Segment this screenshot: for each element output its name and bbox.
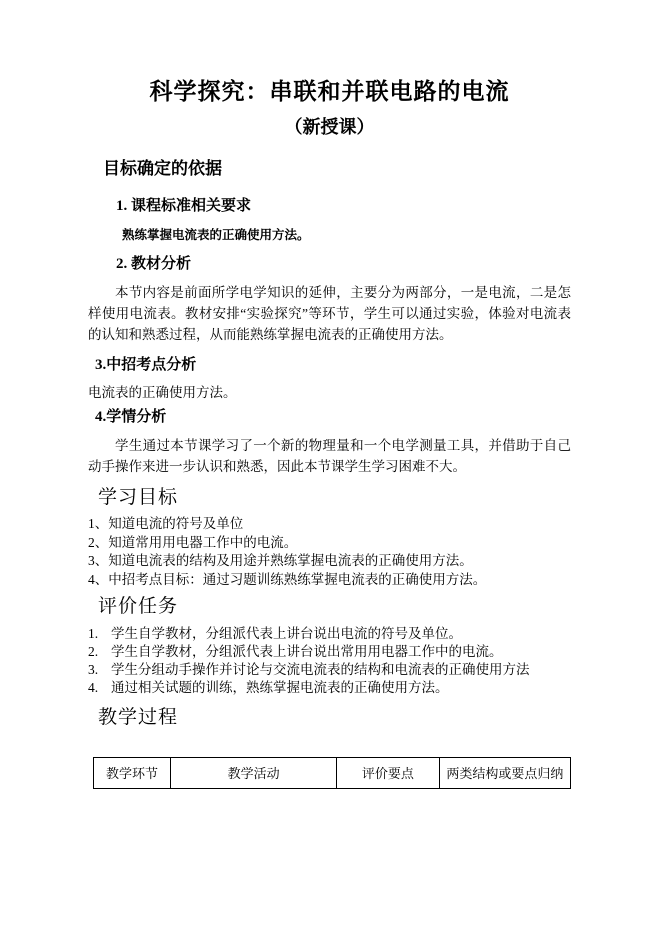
curriculum-standard-text: 熟练掌握电流表的正确使用方法。 xyxy=(122,227,310,242)
heading-basis: 目标确定的依据 xyxy=(103,159,222,179)
document-title: 科学探究：串联和并联电路的电流 xyxy=(149,79,510,104)
item-number: 4. xyxy=(88,680,99,696)
table-header-cell-evaluation: 评价要点 xyxy=(337,757,440,788)
heading-learning-goals: 学习目标 xyxy=(98,487,179,509)
document-body xyxy=(0,78,661,789)
item-text: 通过相关试题的训练，熟练掌握电流表的正确使用方法。 xyxy=(111,680,449,696)
item-number: 1. xyxy=(88,626,99,642)
evaluation-task-item xyxy=(88,625,571,643)
table-header-cell-activity: 教学活动 xyxy=(171,757,337,788)
textbook-analysis-paragraph: 本节内容是前面所学电学知识的延伸，主要分为两部分，一是电流，二是怎样使用电流表。教材安排“实验探究”等环节，学生可以通过实验，体验对电流表的认知和熟悉过程，从而能熟练掌握电流表的正确使用方法。 xyxy=(88,284,571,342)
heading-exam-points: 3.中招考点分析 xyxy=(95,356,197,373)
evaluation-tasks-list xyxy=(88,625,571,697)
table-header-cell-step: 教学环节 xyxy=(94,757,171,788)
item-number: 3. xyxy=(88,662,99,678)
learning-goal-item: 1、知道电流的符号及单位 xyxy=(88,516,244,532)
heading-curriculum-standard: 1. 课程标准相关要求 xyxy=(116,197,252,214)
heading-teaching-process: 教学过程 xyxy=(98,707,179,729)
learner-analysis-paragraph: 学生通过本节课学习了一个新的物理量和一个电学测量工具，并借助于自己动手操作来进一步认识和熟悉，因此本节课学生学习困难不大。 xyxy=(88,438,571,475)
learning-goal-item: 3、知道电流表的结构及用途并熟练掌握电流表的正确使用方法。 xyxy=(88,553,473,569)
evaluation-task-item xyxy=(88,661,571,679)
item-text: 学生自学教材，分组派代表上讲台说出电流的符号及单位。 xyxy=(111,626,462,642)
learning-goal-item: 4、中招考点目标：通过习题训练熟练掌握电流表的正确使用方法。 xyxy=(88,571,487,587)
learning-goals-list xyxy=(88,515,571,589)
item-text: 学生自学教材，分组派代表上讲台说出常用用电器工作中的电流。 xyxy=(111,644,503,660)
table-header-cell-summary: 两类结构或要点归纳 xyxy=(439,757,570,788)
heading-textbook-analysis: 2. 教材分析 xyxy=(116,255,192,272)
learning-goal-item: 2、知道常用用电器工作中的电流。 xyxy=(88,534,298,550)
item-number: 2. xyxy=(88,644,99,660)
document-subtitle: （新授课） xyxy=(284,116,375,137)
heading-learner-analysis: 4.学情分析 xyxy=(95,409,167,426)
evaluation-task-item xyxy=(88,643,571,661)
heading-evaluation-tasks: 评价任务 xyxy=(98,596,179,618)
teaching-process-table xyxy=(93,757,571,789)
table-header-row xyxy=(94,757,571,788)
item-text: 学生分组动手操作并讨论与交流电流表的结构和电流表的正确使用方法 xyxy=(111,662,530,678)
evaluation-task-item xyxy=(88,679,571,697)
exam-points-text: 电流表的正确使用方法。 xyxy=(88,384,237,400)
